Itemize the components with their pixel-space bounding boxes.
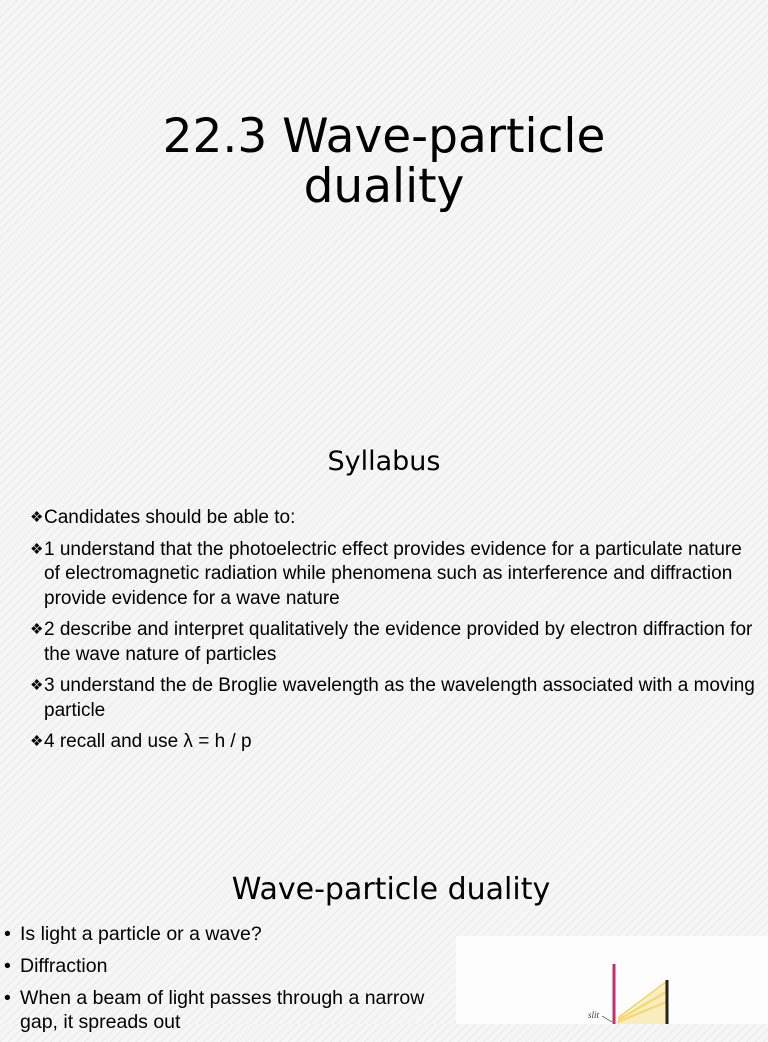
slit-label: slit [588,1010,600,1020]
slide1-title [0,109,768,214]
list-item-text: 3 understand the de Broglie wavelength as the wavelength associated with a moving particle [44,675,755,721]
diamond-bullet-icon: ❖ [30,733,44,750]
list-item [30,730,760,755]
list-item [30,674,760,723]
diamond-bullet-icon: ❖ [30,540,44,558]
slide1-title-line2: duality [303,159,465,214]
diffraction-diagram [456,936,768,1024]
diamond-bullet-icon: ❖ [30,621,44,638]
diamond-bullet-icon: ❖ [30,509,44,526]
list-item [30,538,760,612]
slit-label-pointer [602,1016,612,1022]
list-item [4,986,454,1034]
list-item-text: 4 recall and use λ = h / p [44,731,252,752]
list-item [30,618,760,667]
bullet-dot-icon: • [4,955,11,977]
bullet-dot-icon: • [4,987,11,1009]
wave-particle-title: Wave-particle duality [231,872,551,907]
syllabus-title: Syllabus [327,446,441,477]
list-item [4,922,454,946]
duality-list [4,922,454,1042]
diffracted-light-beam [616,984,666,1024]
diamond-bullet-icon: ❖ [30,677,44,694]
list-item [4,954,454,978]
slide1-title-line1: 22.3 Wave-particle [162,109,606,164]
list-item-text: Candidates should be able to: [44,507,296,528]
syllabus-list [30,506,760,762]
list-item-text: When a beam of light passes through a narrow gap, it spreads out [20,987,425,1033]
list-item-text: 1 understand that the photoelectric effect provides evidence for a particulate nature of electromagnetic radiation while phenomena such as interference and diffraction provide evidence for a wave nature [44,538,742,609]
list-item-text: Is light a particle or a wave? [20,923,262,945]
diffraction-figure [456,936,768,1024]
list-item-text: Diffraction [20,955,108,977]
list-item [30,506,760,531]
list-item-text: 2 describe and interpret qualitatively the evidence provided by electron diffraction for the wave nature of particles [44,619,753,665]
bullet-dot-icon: • [4,923,11,945]
